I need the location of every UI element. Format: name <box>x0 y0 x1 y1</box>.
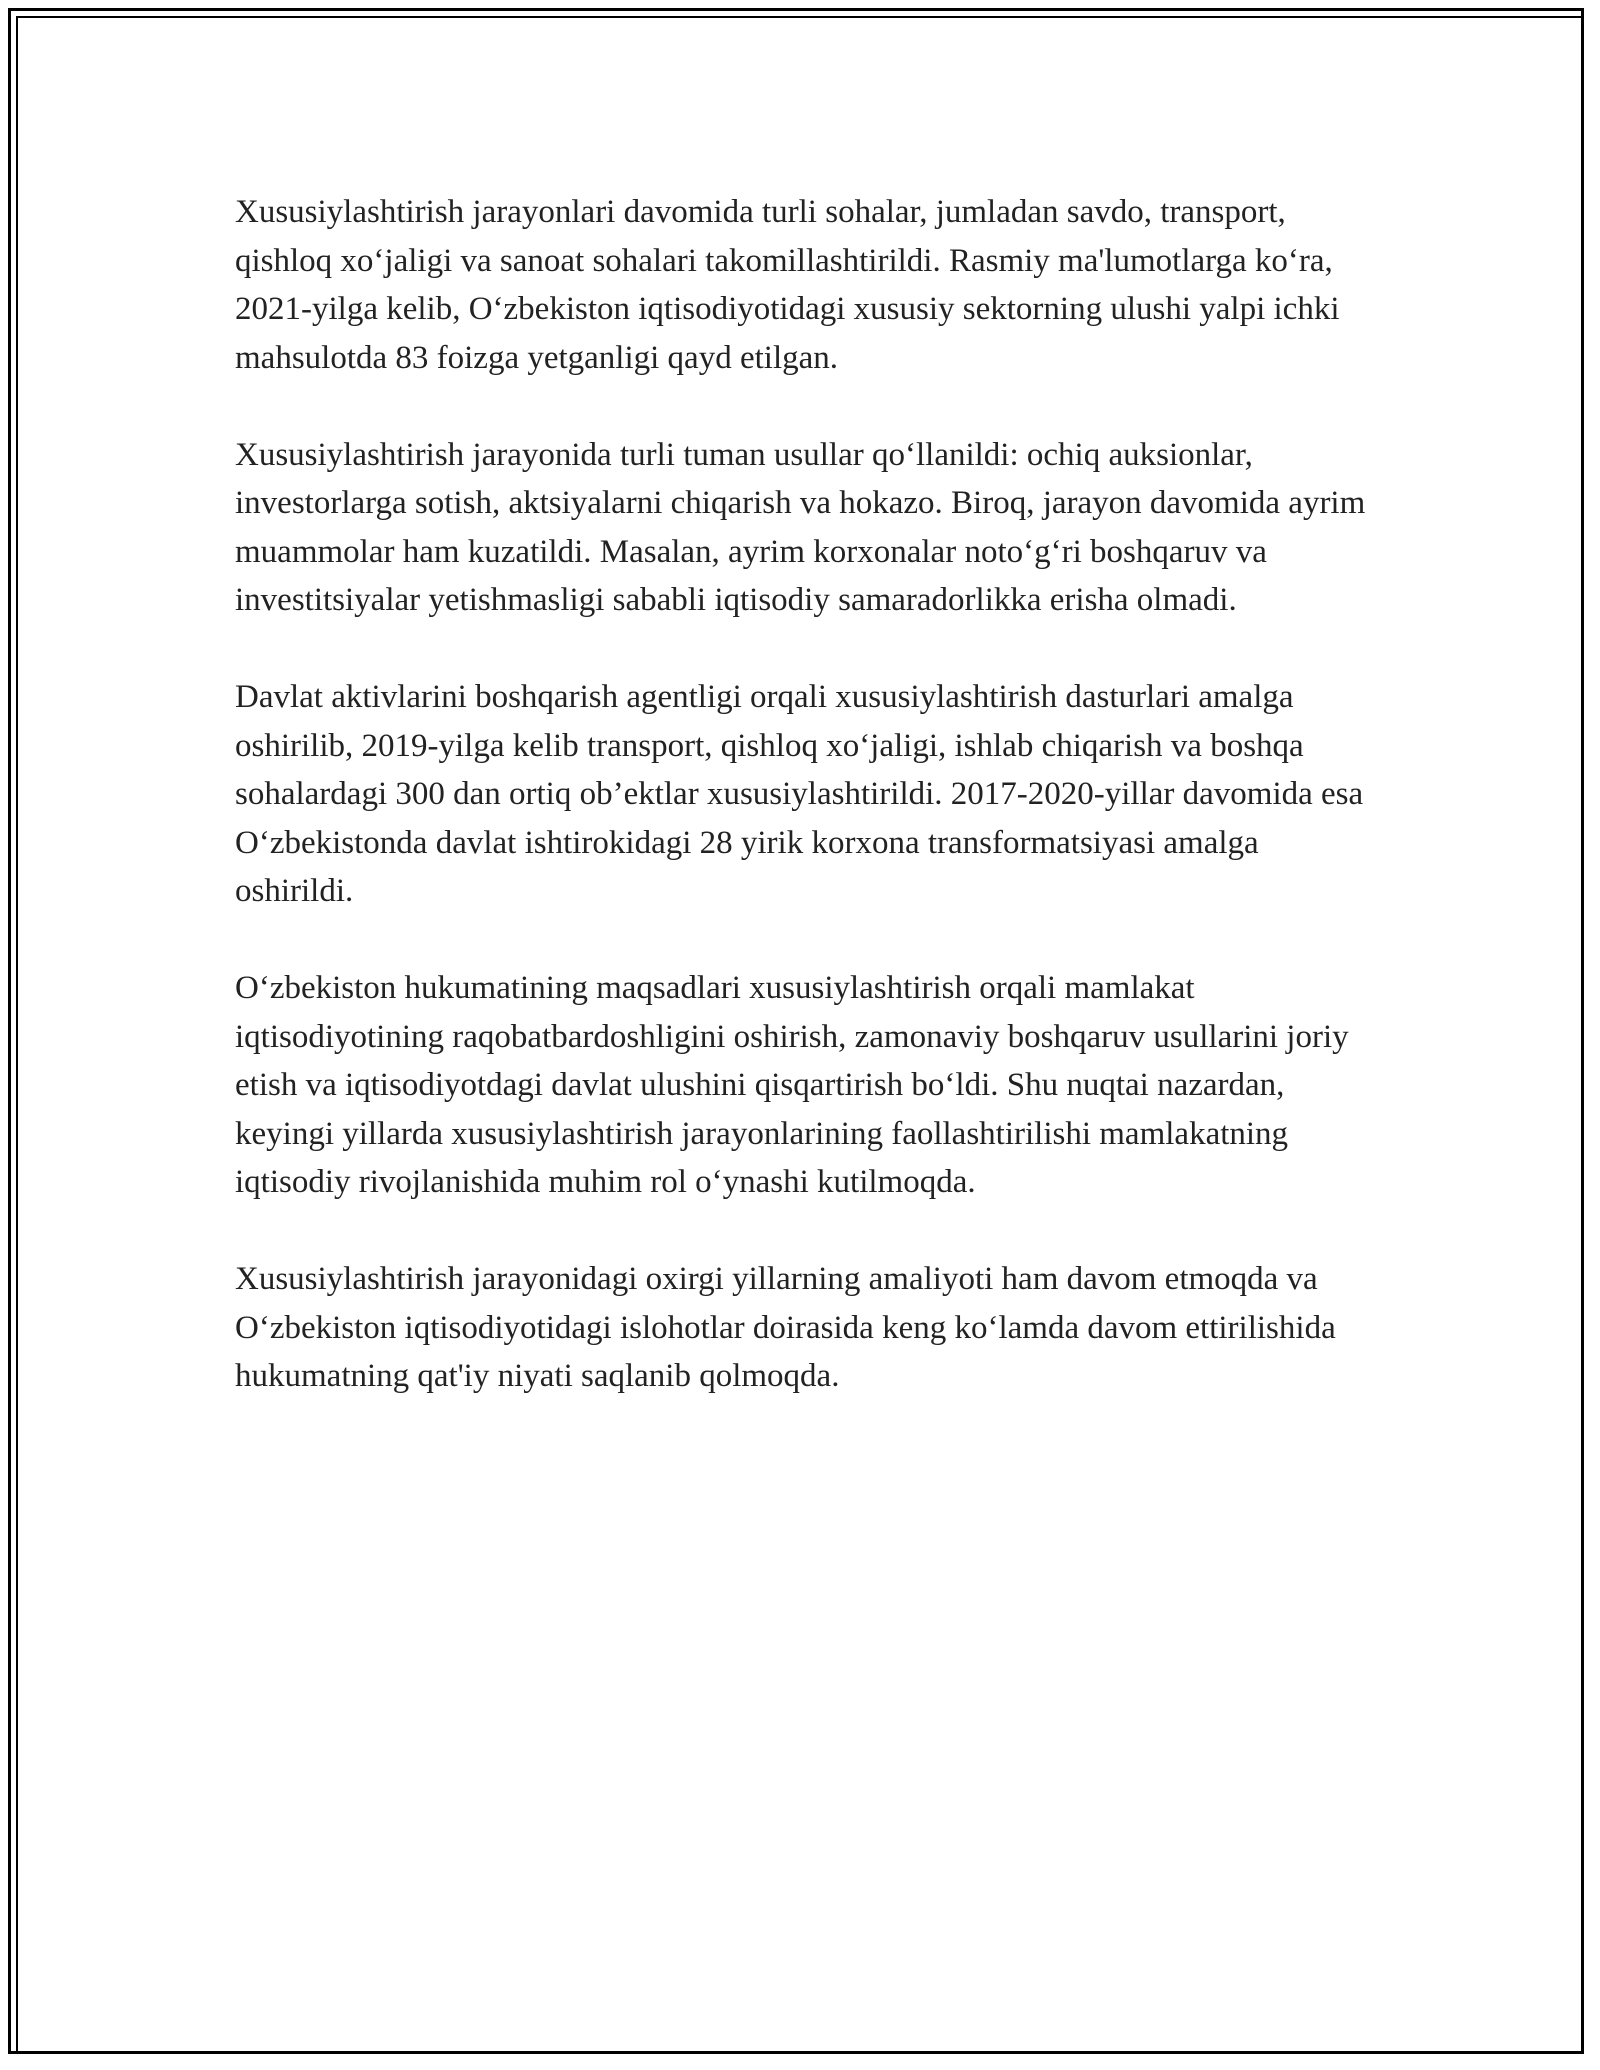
document-body <box>235 188 1370 1449</box>
paragraph: Davlat aktivlarini boshqarish agentligi orqali xususiylashtirish dasturlari amalga oshirilib, 2019-yilga kelib transport, qishloq xo‘jaligi, ishlab chiqarish va boshqa sohalardagi 300 dan ortiq ob’ektlar xususiylashtirildi. 2017-2020-yillar davomida esa O‘zbekistonda davlat ishtirokidagi 28 yirik korxona transformatsiyasi amalga oshirildi. <box>235 679 1364 909</box>
paragraph: Xususiylashtirish jarayonida turli tuman usullar qo‘llanildi: ochiq auksionlar, investorlarga sotish, aktsiyalarni chiqarish va hokazo. Biroq, jarayon davomida ayrim muammolar ham kuzatildi. Masalan, ayrim korxonalar noto‘g‘ri boshqaruv va investitsiyalar yetishmasligi sababli iqtisodiy samaradorlikka erisha olmadi. <box>235 436 1366 618</box>
paragraph: Xususiylashtirish jarayonidagi oxirgi yillarning amaliyoti ham davom etmoqda va O‘zbekiston iqtisodiyotidagi islohotlar doirasida keng ko‘lamda davom ettirilishida hukumatning qat'iy niyati saqlanib qolmoqda. <box>235 1261 1336 1394</box>
paragraph: Xususiylashtirish jarayonlari davomida turli sohalar, jumladan savdo, transport, qishloq xo‘jaligi va sanoat sohalari takomillashtirildi. Rasmiy ma'lumotlarga ko‘ra, 2021-yilga kelib, O‘zbekiston iqtisodiyotidagi xususiy sektorning ulushi yalpi ichki mahsulotda 83 foizga yetganligi qayd etilgan. <box>235 194 1340 376</box>
paragraph: O‘zbekiston hukumatining maqsadlari xususiylashtirish orqali mamlakat iqtisodiyotining raqobatbardoshligini oshirish, zamonaviy boshqaruv usullarini joriy etish va iqtisodiyotdagi davlat ulushini qisqartirish bo‘ldi. Shu nuqtai nazardan, keyingi yillarda xususiylashtirish jarayonlarining faollashtirilishi mamlakatning iqtisodiy rivojlanishida muhim rol o‘ynashi kutilmoqda. <box>235 970 1349 1200</box>
